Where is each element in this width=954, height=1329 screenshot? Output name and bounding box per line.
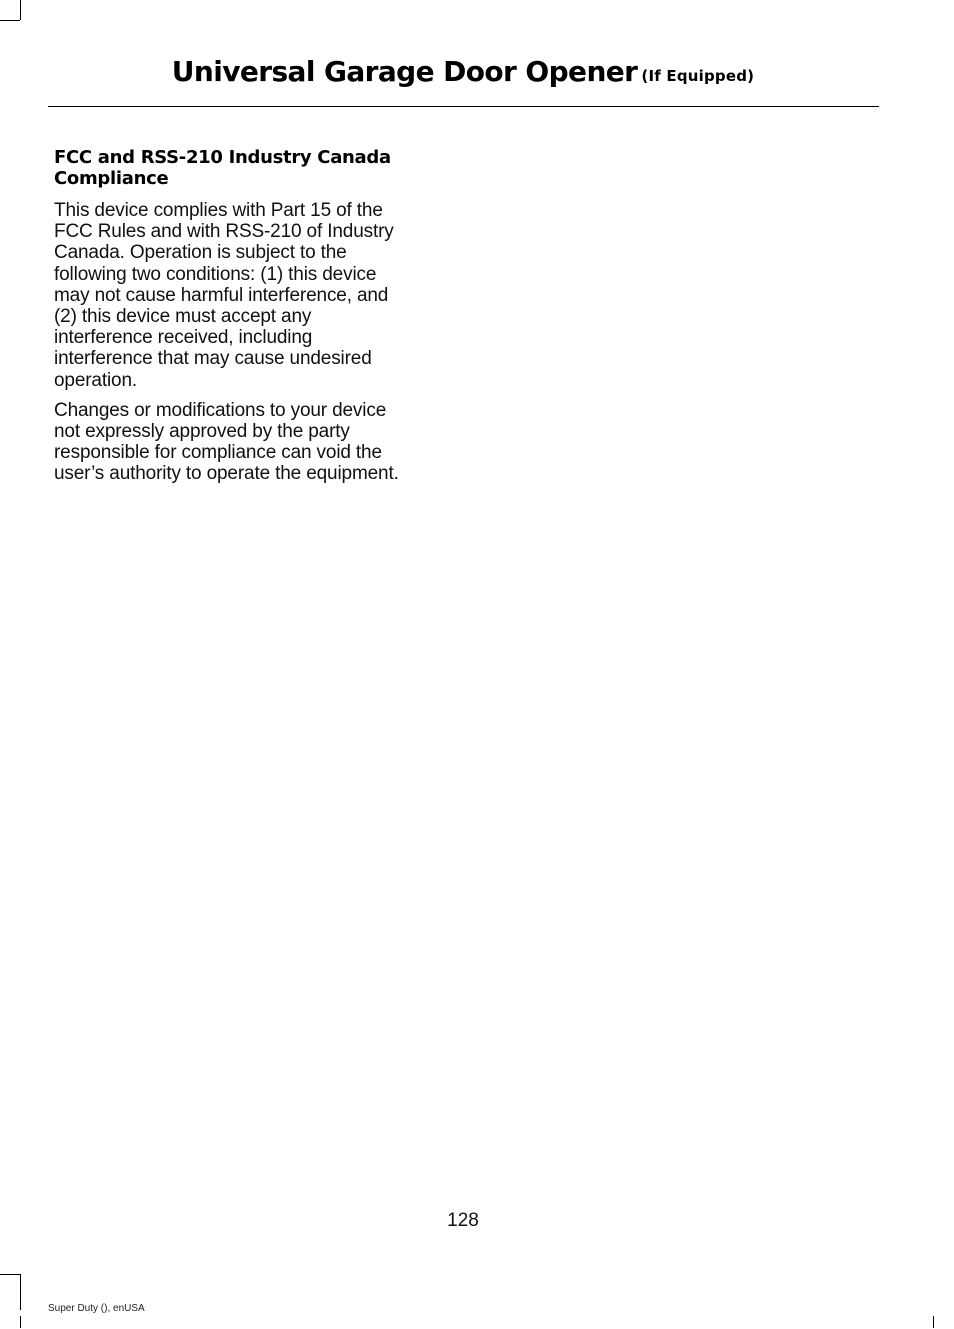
crop-mark-bottom-left-vertical [20,1274,21,1310]
page-header [48,55,878,88]
section-heading-line-1: FCC and RSS-210 Industry Canada [54,147,391,168]
modifications-paragraph: Changes or modifications to your device not expressly approved by the party responsible for compliance can void the user’s authority to operate the equipment. [54,399,399,485]
content-column [54,147,449,494]
compliance-paragraph: This device complies with Part 15 of the FCC Rules and with RSS-210 of Industry Canada. Operation is subject to the following two conditions: (1) this device may not cause harmful interference, and (2) this device must accept any interference received, including interference that may cause undesired operation. [54,200,394,391]
page-title-qualifier: (If Equipped) [641,67,755,85]
section-heading [54,147,449,189]
crop-mark-top-left-vertical [20,0,21,20]
edition-footer: Super Duty (), enUSA [48,1303,145,1314]
section-heading-line-2: Compliance [54,168,169,189]
header-rule [48,106,879,107]
crop-mark-bottom-right-tick [933,1316,934,1328]
crop-mark-bottom-left-tick [20,1316,21,1328]
crop-mark-bottom-left-horizontal [0,1274,20,1275]
page-number: 128 [447,1210,479,1231]
page-title: Universal Garage Door Opener [171,55,638,88]
crop-mark-top-left-horizontal [0,20,20,21]
